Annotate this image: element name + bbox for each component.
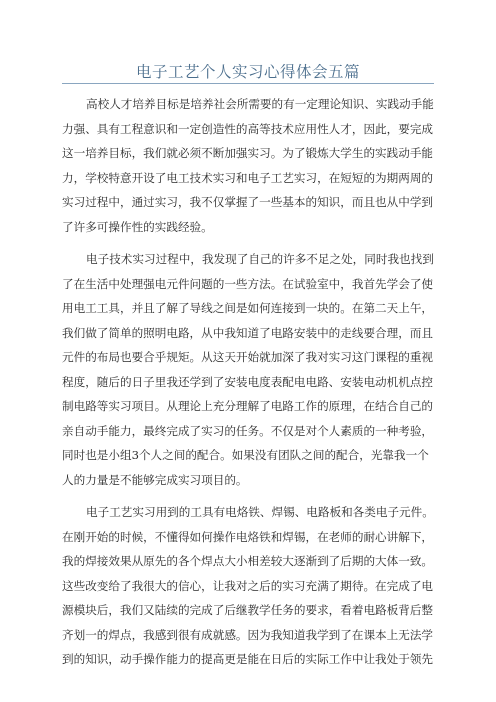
text-line: 这一培养目标，我们就必须不断加强实习。为了锻炼大学生的实践动手能: [62, 146, 434, 160]
text-line: 我的焊接效果从原先的各个焊点大小相差较大逐渐到了后期的大体一致。: [62, 554, 434, 568]
document-body: [62, 92, 434, 680]
text-line: 了许多可操作性的实践经验。: [62, 219, 213, 234]
text-line: 我们做了简单的照明电路，从中我知道了电路安装中的走线要合理，而且: [62, 325, 434, 340]
text-line: 高校人才培养目标是培养社会所需要的有一定理论知识、实践动手能: [86, 97, 434, 111]
text-line: 元件的布局也要合乎规矩。从这天开始就加深了我对实习这门课程的重视: [62, 350, 434, 364]
text-line: 到的知识，动手操作能力的提高更是能在日后的实际工作中让我处于领先: [62, 652, 434, 666]
paragraph: [62, 247, 434, 492]
text-line: 亲自动手能力，最终完成了实习的任务。不仅是对个人素质的一种考验，: [62, 423, 434, 438]
text-line: 在刚开始的时候，不懂得如何操作电烙铁和焊锡，在老师的耐心讲解下，: [62, 529, 434, 544]
text-line: 实习过程中，通过实习，我不仅掌握了一些基本的知识，而且也从中学到: [62, 195, 434, 209]
text-line: 同时也是小组3个人之间的配合。如果没有团队之间的配合，光靠我一个: [62, 448, 429, 462]
title-divider: [62, 83, 434, 84]
document-title: 电子工艺个人实习心得体会五篇: [135, 63, 360, 81]
text-line: 源模块后，我们又陆续的完成了后继教学任务的要求，看着电路板背后整: [62, 603, 434, 617]
text-line: 电子工艺实习用到的工具有电烙铁、焊锡、电路板和各类电子元件。: [86, 505, 434, 519]
text-line: 齐划一的焊点，我感到很有成就感。因为我知道我学到了在课本上无法学: [62, 627, 434, 642]
text-line: 电子技术实习过程中，我发现了自己的许多不足之处，同时我也找到: [86, 252, 434, 266]
text-line: 力，学校特意开设了电工技术实习和电子工艺实习，在短短的为期两周的: [62, 170, 434, 185]
paragraph: [62, 500, 434, 672]
text-line: 制电路等实习项目。从理论上充分理解了电路工作的原理，在结合自己的: [62, 399, 434, 413]
text-line: 用电工工具，并且了解了导线之间是如何连接到一块的。在第二天上午，: [62, 301, 434, 315]
text-line: 力强、具有工程意识和一定创造性的高等技术应用性人才，因此，要完成: [62, 121, 434, 136]
text-line: 这些改变给了我很大的信心，让我对之后的实习充满了期待。在完成了电: [62, 578, 434, 593]
text-line: 了在生活中处理强电元件问题的一些方法。在试验室中，我首先学会了使: [62, 276, 434, 291]
text-line: 人的力量是不能够完成实习项目的。: [62, 472, 248, 487]
text-line: 程度，随后的日子里我还学到了安装电度表配电电路、安装电动机机点控: [62, 374, 434, 389]
paragraph: [62, 92, 434, 239]
